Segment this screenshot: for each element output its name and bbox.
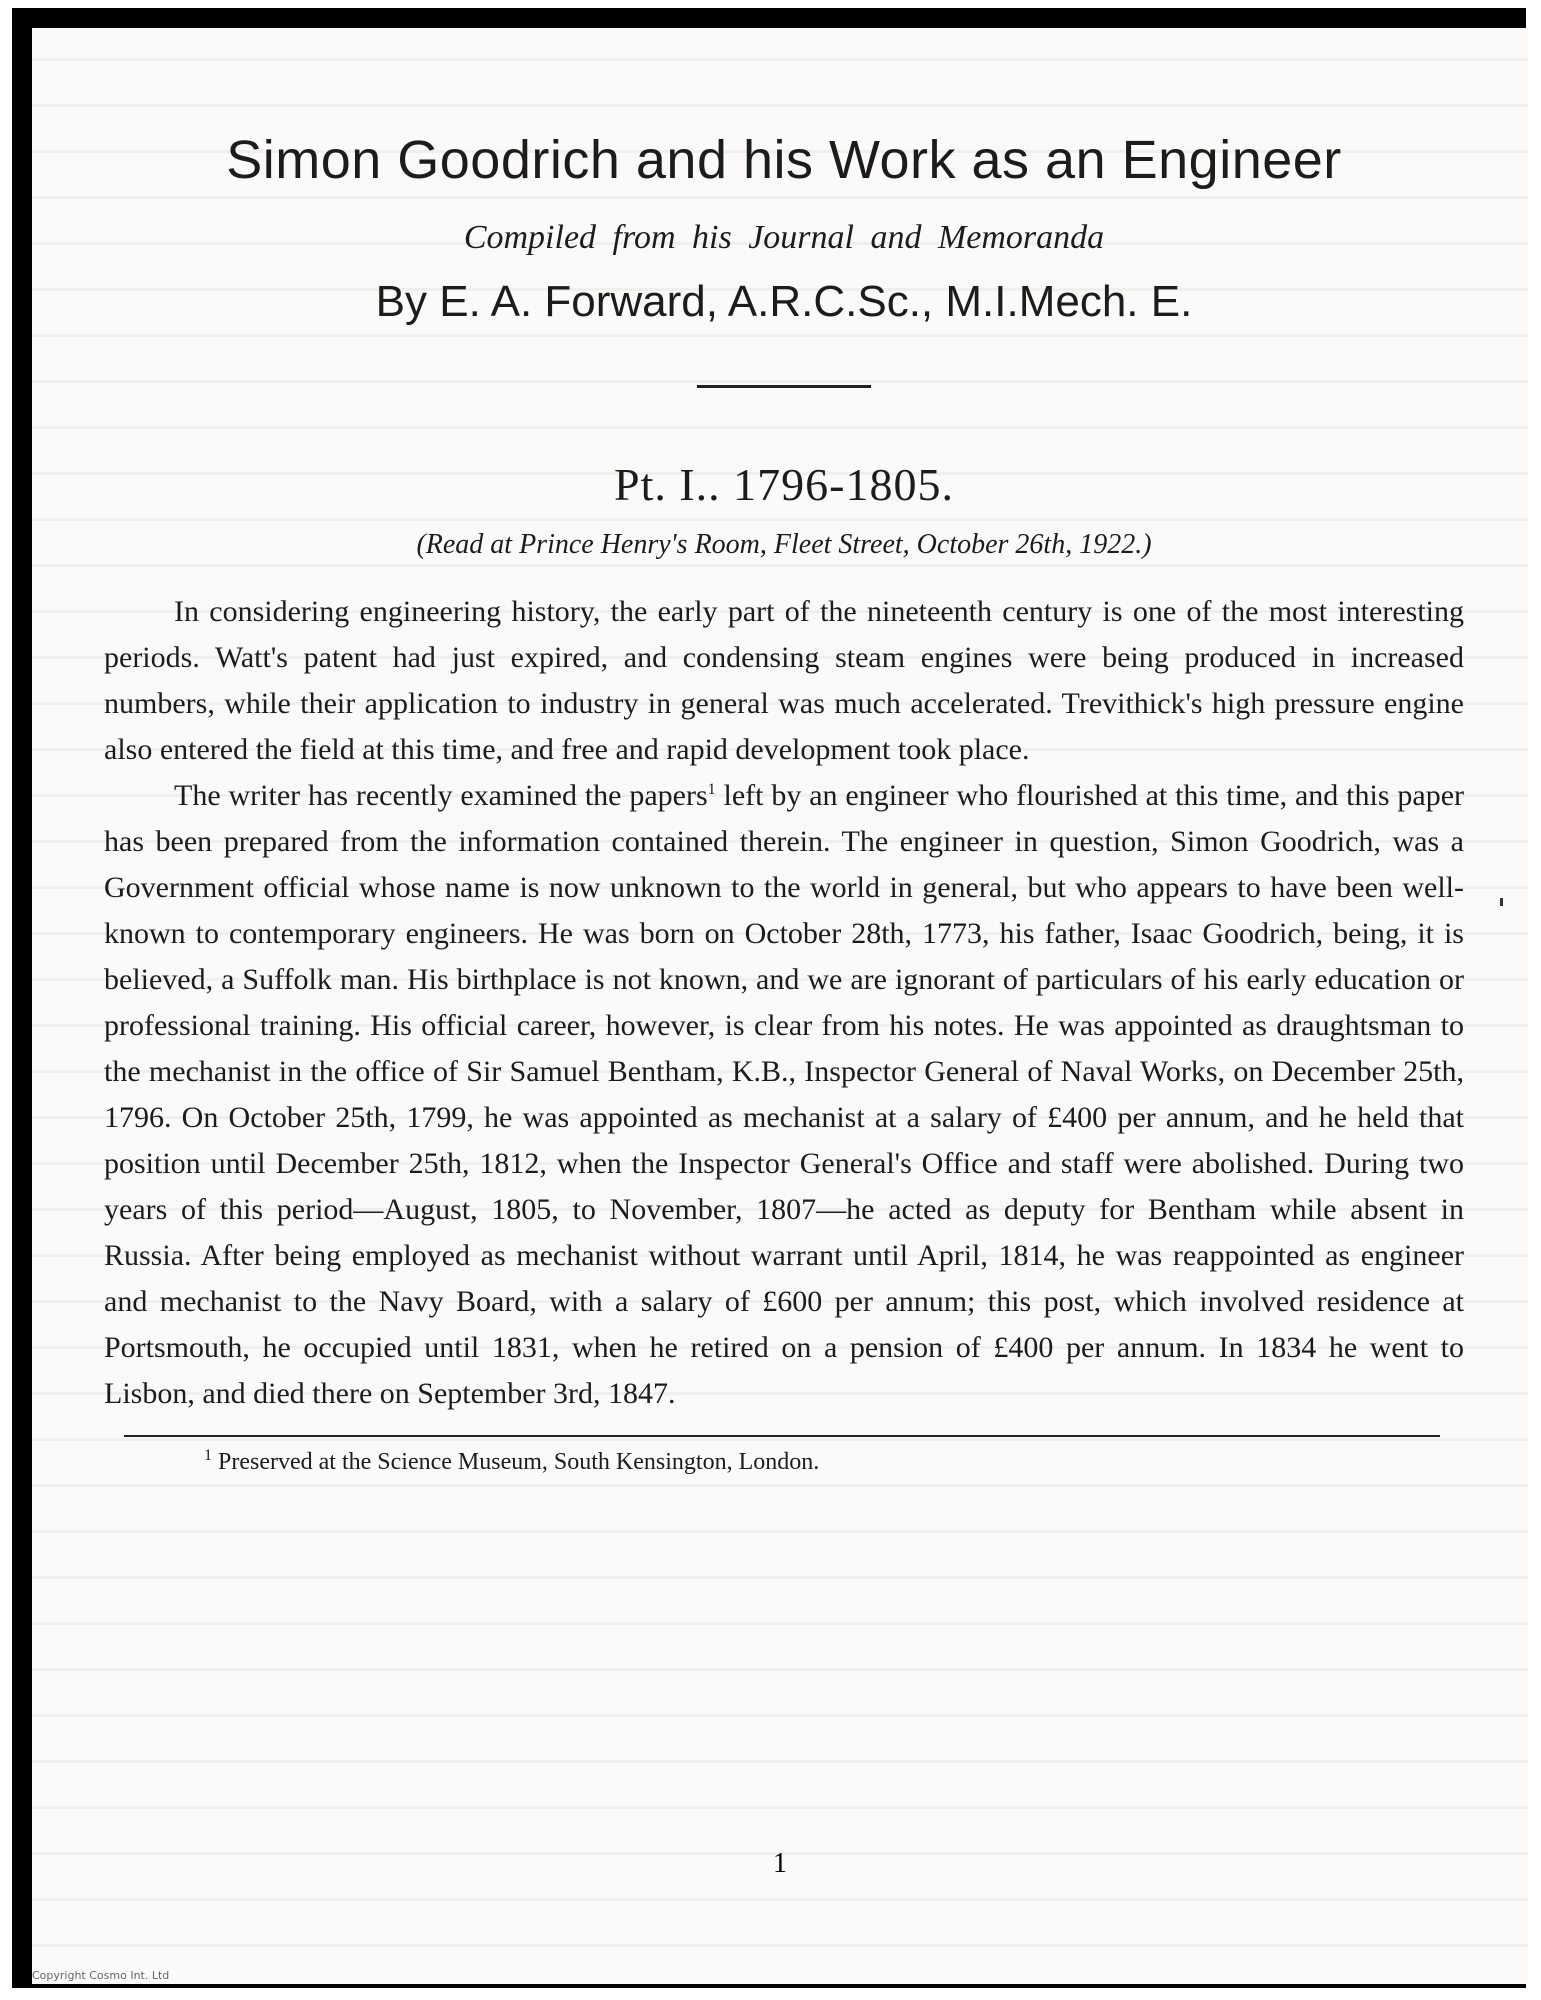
paragraph-1: In considering engineering history, the early part of the nineteenth century is one of the most interesting periods. Watt's patent had just expired, and condensing steam engines were being produced in increased numbers, while their application to industry in general was much accelerated. Trevithick's high pressure engine also entered the field at this time, and free and rapid development took place.: [104, 594, 1464, 766]
author-byline: By E. A. Forward, A.R.C.Sc., M.I.Mech. E.: [375, 276, 1193, 326]
read-note: (Read at Prince Henry's Room, Fleet Street, October 26th, 1922.): [416, 528, 1152, 560]
part-heading: Pt. I.. 1796-1805.: [614, 458, 954, 510]
stray-ink-mark: [1500, 898, 1503, 906]
article-title: Simon Goodrich and his Work as an Engineer: [226, 130, 1342, 190]
title-divider: [697, 385, 871, 388]
footnote-text: Preserved at the Science Museum, South Kensington, London.: [218, 1448, 820, 1475]
footnote-reference: 1: [707, 780, 716, 798]
paragraph-2-text-start: The writer has recently examined the papers: [174, 778, 708, 812]
document-page: [32, 28, 1528, 1984]
copyright-notice: Copyright Cosmo Int. Ltd: [32, 1969, 170, 1982]
footnote: [204, 1446, 1464, 1476]
page-number: 1: [773, 1848, 787, 1879]
page-border: [12, 8, 1526, 1988]
footnote-mark: 1: [204, 1446, 212, 1464]
footnote-divider: [124, 1435, 1440, 1437]
page-content: [104, 128, 1464, 1476]
paragraph-2-text-rest: left by an engineer who flourished at this time, and this paper has been prepared from the information contained therein. The engineer in question, Simon Goodrich, was a Government official whose name is now unknown to the world in general, but who appears to have been well-known to contemporary engineers. He was born on October 28th, 1773, his father, Isaac Goodrich, being, it is believed, a Suffolk man. His birthplace is not known, and we are ignorant of particulars of his early education or professional training. His official career, however, is clear from his notes. He was appointed as draughtsman to the mechanist in the office of Sir Samuel Bentham, K.B., Inspector General of Naval Works, on December 25th, 1796. On October 25th, 1799, he was appointed as mechanist at a salary of £400 per annum, and he held that position until December 25th, 1812, when the Inspector General's Office and staff were abolished. During two years of this period—August, 1805, to November, 1807—he acted as deputy for Bentham while absent in Russia. After being employed as mechanist without warrant until April, 1814, he was reappointed as engineer and mechanist to the Navy Board, with a salary of £600 per annum; this post, which involved residence at Portsmouth, he occupied until 1831, when he retired on a pension of £400 per annum. In 1834 he went to Lisbon, and died there on September 3rd, 1847.: [104, 778, 1465, 1410]
article-subtitle: Compiled from his Journal and Memoranda: [463, 218, 1105, 256]
paragraph-2: [104, 773, 1464, 1417]
